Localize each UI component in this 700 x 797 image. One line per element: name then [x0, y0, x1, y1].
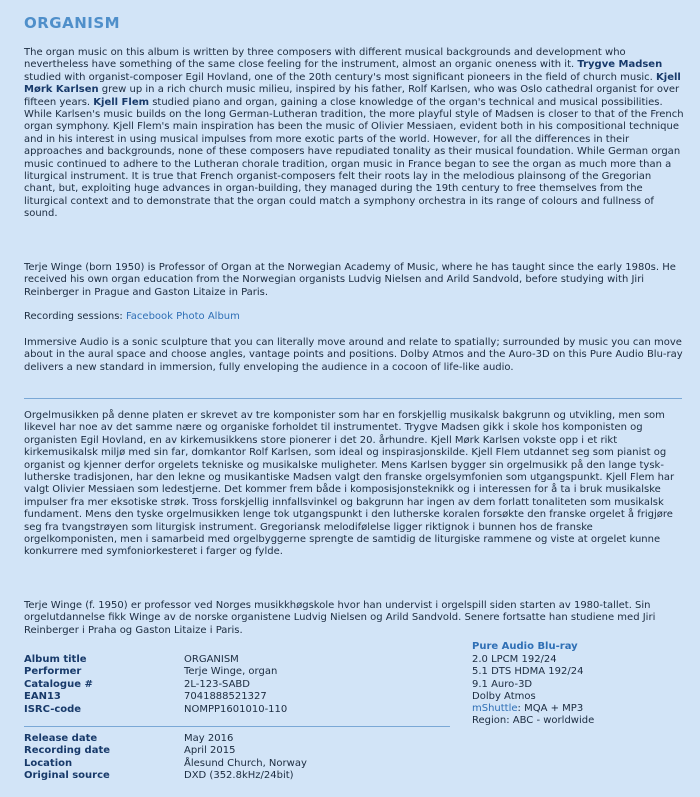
- info-row-location: Location Ålesund Church, Norway: [24, 757, 307, 769]
- facebook-photo-album-link[interactable]: Facebook Photo Album: [125, 311, 240, 322]
- section-divider: [24, 398, 682, 399]
- english-intro-paragraph: The organ music on this album is written by three composers with different musical backgrounds and development who nevertheless have something of the same close feeling for the instrument, almost an organic oneness with it. Trygve Madsen studied with organist-composer Egil Hovland, one of the 20th century's most significant pioneers in the field of church music. Kjell Mørk Karlsen grew up in a rich church music milieu, inspired by his father, Rolf Karlsen, who was Oslo cathedral organist for over fifteen years. Kjell Flem studied piano and organ, gaining a close knowledge of the organ's technical and musical possibilities. While Karlsen's music builds on the long German-Lutheran tradition, the more playful style of Madsen is closer to that of the French organ symphony. Kjell Flem's main inspiration has been the music of Olivier Messiaen, evident both in his compositional technique and in his interest in using musical impulses from more exotic parts of the world. However, for all the differences in their approaches and backgrounds, none of these composers have repudiated tonality as their musical foundation. While German organ music continued to adhere to the Lutheran chorale tradition, organ music in France began to see the organ as much more than a liturgical instrument. It is true that French organist-composers felt their roots lay in the melodious plainsong of the Gregorian chant, but, exploiting huge advances in organ-building, they managed during the 19th century to free themselves from the liturgical context and to demonstrate that the organ could match a symphony orchestra in its range of colours and fullness of sound.: [24, 47, 684, 220]
- format-line: Dolby Atmos: [472, 690, 536, 702]
- composer-name: Trygve Madsen: [577, 59, 663, 71]
- info-row-isrc: ISRC-code NOMPP1601010-110: [24, 703, 288, 715]
- release-info-table: [24, 733, 307, 783]
- info-row-catalogue: Catalogue # 2L-123-SABD: [24, 678, 250, 690]
- format-heading: Pure Audio Blu-ray: [472, 641, 578, 652]
- format-line: 2.0 LPCM 192/24: [472, 654, 557, 665]
- immersive-audio-paragraph: Immersive Audio is a sonic sculpture that you can literally move around and relate to spatially; surrounded by music you can move about in the aural space and choose angles, vantage points and positions. Dolby Atmos and the Auro-3D on this Pure Audio Blu-ray delivers a new standard in immersion, fully enveloping the audience in a cocoon of life-like audio.: [24, 337, 683, 373]
- info-row-ean13: EAN13 7041888521327: [24, 691, 267, 703]
- info-row-album-title: Album title ORGANISM: [24, 654, 239, 665]
- region-line: Region: ABC - worldwide: [472, 715, 595, 727]
- album-info-table: [24, 654, 287, 716]
- english-performer-paragraph: Terje Winge (born 1950) is Professor of Organ at the Norwegian Academy of Music, where he has taught since the early 1980s. He received his own organ education from the Norwegian organists Ludvig Nielsen and Arild Sandvold, before studying with Jiri Reinberger in Prague and Gaston Litaize in Paris.: [24, 262, 676, 298]
- info-row-release-date: Release date May 2016: [24, 733, 234, 744]
- mshuttle-link[interactable]: mShuttle: [472, 703, 518, 715]
- format-info: [472, 641, 682, 728]
- composer-name: Kjell Mørk Karlsen: [24, 71, 681, 96]
- page-title: ORGANISM: [24, 14, 121, 32]
- info-row-recording-date: Recording date April 2015: [24, 745, 236, 757]
- norwegian-intro-paragraph: Orgelmusikken på denne platen er skrevet av tre komponister som har en forskjellig musikalsk bakgrunn og utvikling, men som likevel har noe av det samme nære og organiske forholdet til instrumentet. Trygve Madsen gikk i skole hos komponisten og organisten Egil Hovland, en av kirkemusikkens store pionerer i det 20. århundre. Kjell Mørk Karlsen vokste opp i et rikt kirkemusikalsk miljø med sin far, domkantor Rolf Karlsen, som ideal og inspirasjonskilde. Kjell Flem utdannet seg som pianist og organist og kjenner derfor orgelets tekniske og musikalske muligheter. Mens Karlsen bygger sin orgelmusikk på den lange tysk-lutherske tradisjonen, har den lekne og musikantiske Madsen valgt den franske orgelsymfonien som utgangspunkt. Kjell Flem har valgt Olivier Messiaen som ledestjerne. Det kommer frem både i komposisjonsteknikk og i interessen for å ta i bruk musikalske impulser fra mer eksotiske strøk. Tross forskjellig innfallsvinkel og bakgrunn har ingen av dem forlatt tonaliteten som musikalsk fundament. Mens den tyske orgelmusikken lenge tok utgangspunkt i den lutherske koralen forsøkte den franske orgelet å frigjøre seg fra tvangstrøyen som liturgisk instrument. Gregoriansk melodifølelse ligger riktignok i bunnen hos de franske orgelkomponisten, men i samarbeid med orgelbyggerne sprengte de samtidig de liturgiske rammene og viste at orgelet kunne konkurrere med symfoniorkesteret i farger og fylde.: [24, 410, 675, 558]
- info-row-original-source: Original source DXD (352.8kHz/24bit): [24, 770, 294, 782]
- mshuttle-line: mShuttle: MQA + MP3: [472, 703, 584, 715]
- format-line: 5.1 DTS HDMA 192/24: [472, 666, 584, 678]
- recording-sessions-line: Recording sessions: Facebook Photo Album: [24, 311, 240, 322]
- composer-name: Kjell Flem: [93, 96, 150, 108]
- info-row-performer: Performer Terje Winge, organ: [24, 666, 278, 678]
- info-divider: [24, 726, 450, 727]
- norwegian-performer-paragraph: Terje Winge (f. 1950) er professor ved Norges musikkhøgskole hvor han undervist i orgelspill siden starten av 1980-tallet. Sin orgelutdannelse fikk Winge av de norske organistene Ludvig Nielsen og Arild Sandvold. Senere fortsatte han studiene med Jiri Reinberger i Praha og Gaston Litaize i Paris.: [24, 600, 656, 636]
- format-line: 9.1 Auro-3D: [472, 678, 533, 690]
